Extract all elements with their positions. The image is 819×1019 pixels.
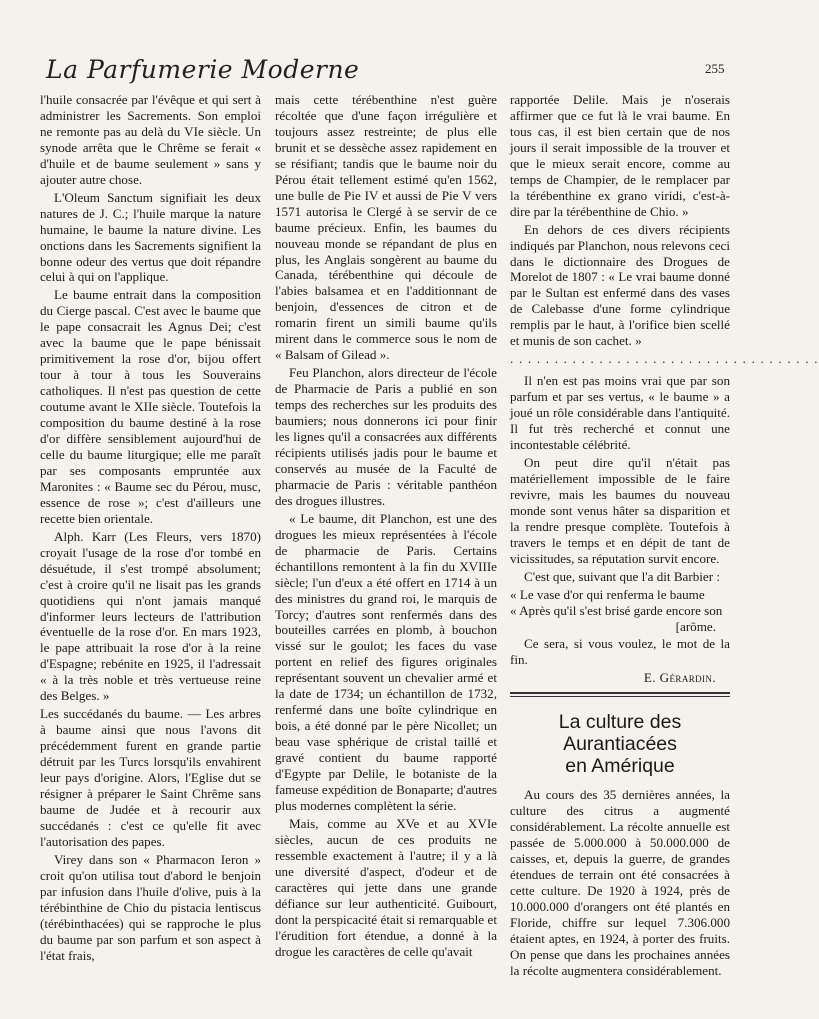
section-rule [510, 696, 730, 697]
ellipsis-divider: . . . . . . . . . . . . . . . . . . . . . . . . . . . . . . . . . . . [510, 351, 819, 367]
article-title-line: en Amérique [565, 755, 675, 778]
paragraph: mais cette térébenthine n'est guère récoltée que d'une façon irrégulière et toujours assez restreinte; de plus elle brunit et se dessèche assez rapidement en se résifiant; tandis que le baume noir du Pérou était tellement estimé qu'en 1562, une bulle de Pie IV et aussi de Pie V vers 1571 autorisa le Clergé à se servir de ce baume précieux. Enfin, les baumes du nouveau monde se répandant de plus en plus, les Anglais songèrent au baume du Canada, térébenthine qui découle de l'abies balsamea et en l'additionnant de benjoin, d'essences de citron et de romarin firent un simili baume qu'ils mirent dans le commerce sous le nom de « Balsam of Gilead ». [275, 92, 497, 363]
paragraph: Il n'en est pas moins vrai que par son parfum et par ses vertus, « le baume » a joué un rôle considérable dans l'antiquité. Il fut très recherché et connut une incontestable célébrité. [510, 373, 730, 453]
verse-line: « Après qu'il s'est brisé garde encore son [510, 602, 723, 618]
paragraph: « Le baume, dit Planchon, est une des drogues les mieux représentées à l'école de pharmacie de Paris. Certains échantillons remontent à la fin du XVIIIe siècle; l'un d'eux a été offert en 1714 à un des ministres du grand roi, le marquis de Torcy; d'autres sont renfermés dans des bouteilles carrées en plomb, à bouchon vissé sur le goulot; les faces du vase portent en relief des figures originales représentant souvent un chevalier armé et la date de 1734; un échantillon de 1732, renfermé dans une boîte cylindrique en bois, a été donné par le père Nicollet; un beau vase sphérique de cristal taillé et gravé contient du baume rapporté d'Egypte par Delile, le botaniste de la fameuse expédition de Bonaparte; d'autres plus modernes complètent la série. [275, 510, 497, 813]
paragraph: Feu Planchon, alors directeur de l'école de Pharmacie de Paris a publié en son temps des recherches sur les produits des baumiers; nous donnerons ici pour finir les lignes qu'il a consacrées aux différents récipients utilisés jadis pour le baume et conservés au musée de la Faculté de pharmacie de Paris : véritable panthéon des drogues illustres. [275, 365, 497, 508]
author-signature: E. Gérardin. [643, 670, 716, 686]
paragraph: Mais, comme au XVe et au XVIe siècles, aucun de ces produits ne ressemble exactement à l'autre; il y a là une diversité d'aspect, d'odeur et de caractères qui jette dans une grande défiance sur leur authenticité. Guibourt, dont la perspicacité était si remarquable et l'érudition fort étendue, a donné à la drogue les caractères de celle qu'avait [275, 815, 497, 959]
paragraph: L'Oleum Sanctum signifiait les deux natures de J. C.; l'huile marque la nature humaine, le baume la nature divine. Les onctions dans les Sacrements signifient la bonne odeur des vertus que doit répandre celui à qui on l'applique. [40, 189, 261, 285]
paragraph: Alph. Karr (Les Fleurs, vers 1870) croyait l'usage de la rose d'or tombé en désuétude, il s'est trompé absolument; c'est à croire qu'il ne lisait pas les grands quotidiens qui n'ont jamais manqué d'informer leurs lecteurs de l'attribution éventuelle de la rose d'or. En mars 1923, le pape attribuait la rose d'or à la reine d'Espagne; rebénite en 1925, il l'adressait « à la très noble et très vertueuse reine des Belges. » [40, 528, 261, 704]
article-title [510, 711, 730, 777]
paragraph: rapportée Delile. Mais je n'oserais affirmer que ce fut là le vrai baume. En tous cas, il est bien certain que de nos jours il serait impossible de la trouver et que le mieux serait encore, comme au temps de Champier, de le remplacer par la térébenthine ex grano viridi, c'est-à-dire par la térébenthine de Chio. » [510, 92, 730, 219]
column-2 [275, 92, 497, 961]
journal-masthead: La Parfumerie Moderne [46, 55, 360, 84]
paragraph: On peut dire qu'il n'était pas matériellement impossible de le faire revivre, mais les baumes du nouveau monde sont venus hâter sa disparition et la rendre presque complète. Toutefois à travers le temps et en dépit de tant de vicissitudes, sa réputation survit encore. [510, 454, 730, 566]
paragraph: En dehors de ces divers récipients indiqués par Planchon, nous relevons ceci dans le dictionnaire des Drogues de Morelot de 1807 : « Le vrai baume donné par le Sultan est enfermé dans des vases de Calebasse d'une forme cylindrique remplis par le haut, à l'orifice bien scellé et munis de son cachet. » [510, 221, 730, 349]
section-rule [510, 692, 730, 694]
column-3 [510, 92, 819, 981]
verse-line: « Le vase d'or qui renferma le baume [510, 586, 705, 602]
paragraph: C'est que, suivant que l'a dit Barbier : [524, 568, 720, 584]
page-number: 255 [705, 61, 725, 76]
closing-line: Ce sera, si vous voulez, le mot de la fin. [510, 636, 730, 668]
paragraph: Le baume entrait dans la composition du Cierge pascal. C'est avec le baume que le pape consacrait les Agnus Dei; c'est avec la baume que le pape bénissait primitivement la rose d'or, bijou offert tour à tour à tous les Souverains catholiques. Il n'est pas question de cette coutume avant le XIIe siècle. Toutefois la composition du baume destiné à la rose d'or diffère sensiblement aujourd'hui de celle du baume liturgique; elle me paraît par ses composants empruntée aux Maronites : « Baume sec du Pérou, musc, essence de rose »; c'est d'ailleurs une recette bien orientale. [40, 287, 261, 526]
article-title-line: La culture des Aurantiacées [558, 711, 682, 756]
article-body: Au cours des 35 dernières années, la culture des citrus a augmenté considérablement. La récolte annuelle est passée de 5.000.000 à 50.000.000 de caisses, et, depuis la guerre, de grandes étendues de terrain ont été consacrées à cette culture. De 1920 à 1924, près de 10.000.000 d'orangers ont été plantés en Floride, chiffre sur lequel 7.306.000 étaient aptes, en 1924, à porter des fruits. On pense que dans les prochaines années la récolte augmentera considérablement. [510, 787, 730, 978]
paragraph: l'huile consacrée par l'évêque et qui sert à administrer les Sacrements. Son emploi ne remonte pas au delà du VIe siècle. Un synode arrêta que le Chrême se ferait « d'huile et de baume seulement » sans y ajouter autre chose. [40, 92, 261, 187]
column-1 [40, 92, 261, 965]
paragraph: Virey dans son « Pharmacon Ieron » croit qu'on utilisa tout d'abord le benjoin par infusion dans l'huile d'olive, puis à la térébinthine de Chio du pistacia lentiscus (térébinthacées) qui se rapproche le plus du baume par son parfum et son aspect à l'état frais, [40, 851, 261, 963]
paragraph: Les succédanés du baume. — Les arbres à baume ainsi que nous l'avons dit précédemment furent en grande partie détruit par les Turcs lorsqu'ils envahirent leur pays d'origine. Alors, l'Eglise dut se résigner à préparer le Saint Chrême sans baume de Judée et à recourir aux succédanés : c'est ce qu'elle fit avec l'autorisation des papes. [40, 706, 261, 849]
verse-line: [arôme. [675, 618, 716, 634]
